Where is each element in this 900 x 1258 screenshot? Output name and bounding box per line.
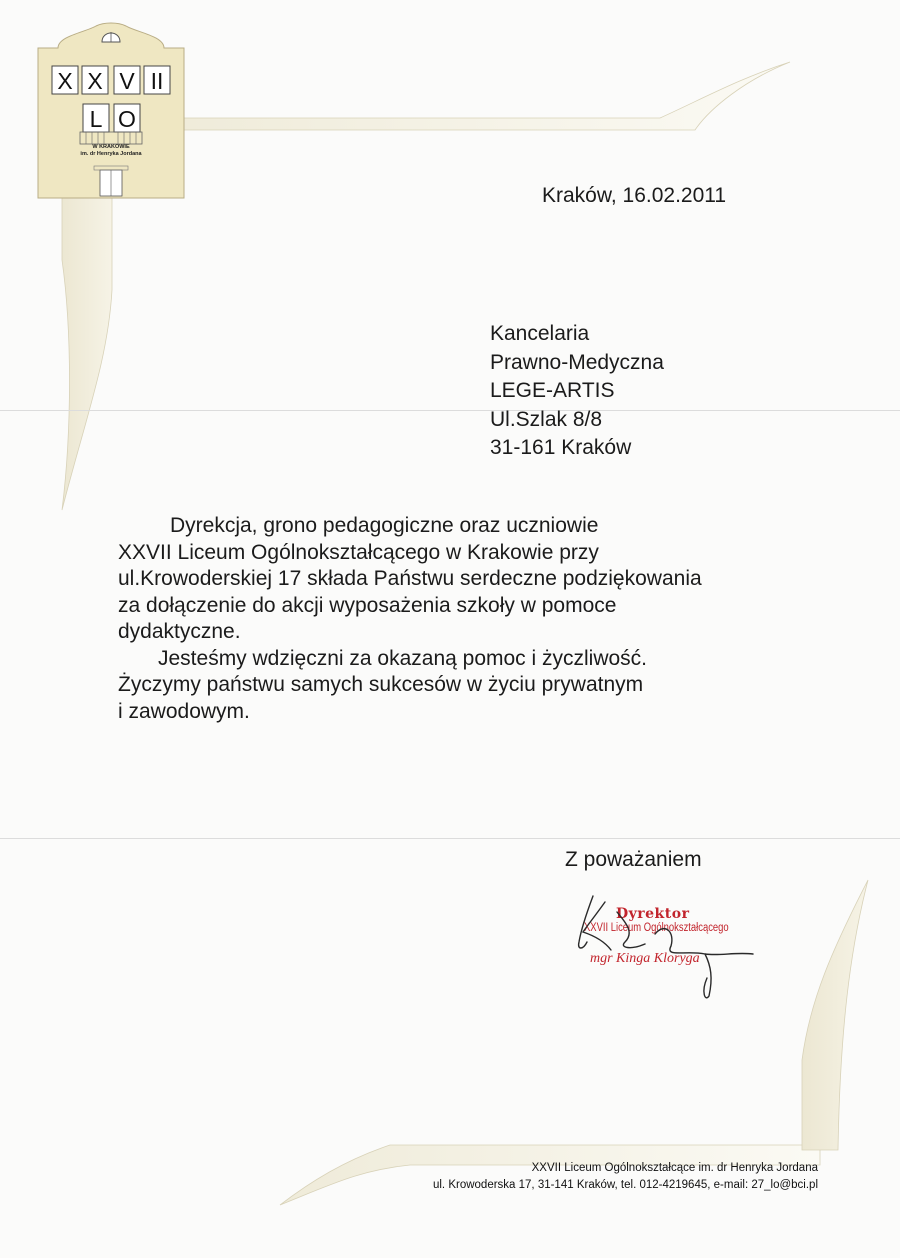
body-line: dydaktyczne. xyxy=(118,620,241,643)
recipient-address xyxy=(490,320,664,463)
body-line: ul.Krowoderskiej 17 składa Państwu serdeczne podziękowania xyxy=(118,567,702,590)
stamp-name: mgr Kinga Kloryga xyxy=(590,951,700,966)
footer-contact: ul. Krowoderska 17, 31-141 Kraków, tel. 012-4219645, e-mail: 27_lo@bci.pl xyxy=(432,1179,818,1191)
school-logo-icon xyxy=(36,22,186,200)
letter-date: Kraków, 16.02.2011 xyxy=(542,184,727,207)
body-line: Jesteśmy wdzięczni za okazaną pomoc i życzliwość. xyxy=(158,646,648,670)
footer-school-name: XXVII Liceum Ogólnokształcące im. dr Henryka Jordana xyxy=(531,1162,818,1174)
top-swoosh xyxy=(160,62,790,130)
stamp-school: XXVII Liceum Ogólnokształcącego xyxy=(584,922,729,934)
fold-line-bottom xyxy=(0,838,900,839)
logo-letter: X xyxy=(57,68,73,94)
recipient-line: Prawno-Medyczna xyxy=(490,350,664,374)
closing-salutation: Z poważaniem xyxy=(565,848,702,871)
body-line: XXVII Liceum Ogólnokształcącego w Krakowie przy xyxy=(118,540,599,564)
body-line: Życzymy państwu samych sukcesów w życiu prywatnym xyxy=(118,673,644,696)
body-line: Dyrekcja, grono pedagogiczne oraz uczniowie xyxy=(170,514,599,537)
right-swoosh xyxy=(802,880,868,1150)
stamp-title: Dyrektor xyxy=(616,906,690,922)
logo-letter: X xyxy=(87,68,103,94)
letterhead-footer xyxy=(433,1160,818,1194)
logo-letter: L xyxy=(89,106,103,132)
logo-letter: O xyxy=(118,106,136,132)
recipient-line: 31-161 Kraków xyxy=(490,436,632,459)
logo-letter: V xyxy=(119,68,135,94)
recipient-line: Kancelaria xyxy=(490,322,590,345)
logo-caption-city: W KRAKOWIE xyxy=(92,144,130,150)
logo-caption-patron: im. dr Henryka Jordana xyxy=(80,151,142,157)
left-swoosh xyxy=(62,190,112,510)
signature-icon xyxy=(565,892,765,1004)
fold-line-top xyxy=(0,410,900,411)
letter-body xyxy=(118,513,818,725)
body-line: i zawodowym. xyxy=(118,699,250,723)
recipient-line: LEGE-ARTIS xyxy=(490,379,615,402)
recipient-line: Ul.Szlak 8/8 xyxy=(490,407,603,431)
logo-caption xyxy=(36,144,186,158)
logo-letter: II xyxy=(150,68,164,94)
body-line: za dołączenie do akcji wyposażenia szkoły w pomoce xyxy=(118,593,617,617)
